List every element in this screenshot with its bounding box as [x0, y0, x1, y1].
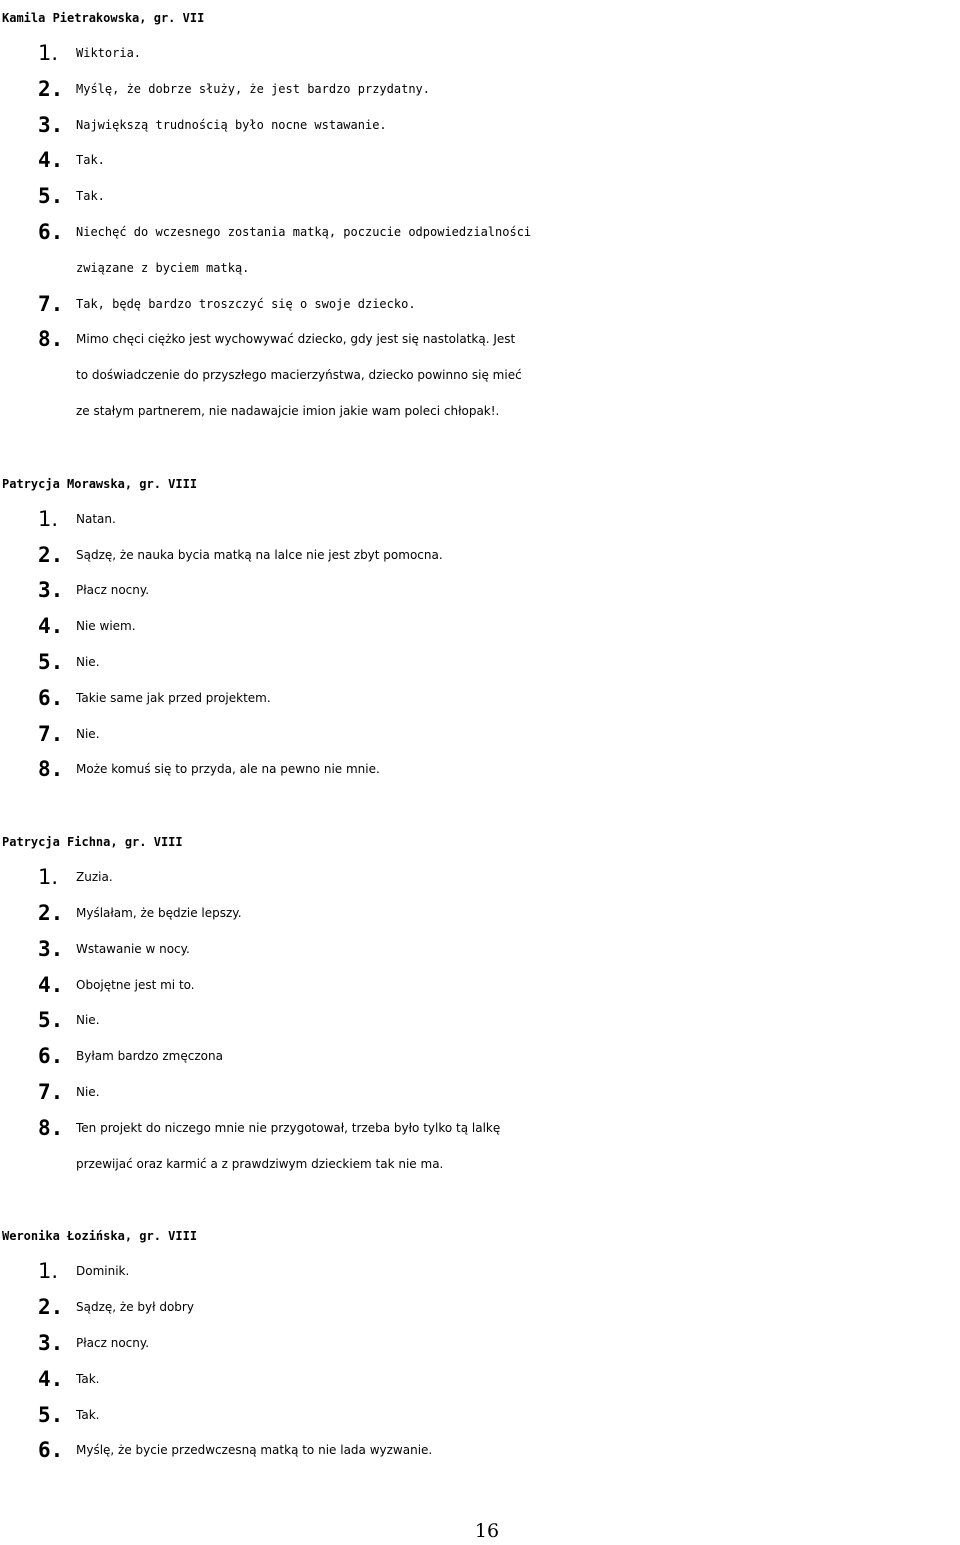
answer-item [0, 932, 960, 968]
answer-item [0, 1254, 960, 1290]
answer-number: 3. [38, 936, 64, 961]
answer-number: 1. [38, 1259, 59, 1284]
answer-number: 6. [38, 685, 64, 710]
answer-number: 4. [38, 972, 64, 997]
answer-number: 6. [38, 1438, 64, 1463]
section-patrycja-fichna [0, 824, 960, 1182]
section-heading: Patrycja Morawska, gr. VIII [2, 476, 198, 491]
answer-item [0, 717, 960, 753]
page-number: 16 [474, 1520, 500, 1542]
answer-item [0, 1326, 960, 1362]
answer-text-continued: przewijać oraz karmić a z prawdziwym dzieckiem tak nie ma. [76, 1156, 444, 1171]
answer-item [0, 896, 960, 932]
answer-item [0, 1290, 960, 1326]
answer-list [0, 502, 960, 788]
answer-item [0, 681, 960, 717]
answer-text: Sądzę, że był dobry [76, 1300, 194, 1315]
answer-number: 5. [38, 1402, 64, 1427]
answer-text: Myślę, że dobrze służy, że jest bardzo przydatny. [76, 81, 431, 96]
answer-item [0, 1398, 960, 1434]
answer-text: Tak, będę bardzo troszczyć się o swoje dziecko. [76, 296, 416, 311]
section-heading: Kamila Pietrakowska, gr. VII [2, 11, 205, 25]
answer-number: 6. [38, 219, 64, 244]
answer-text-continued: to doświadczenie do przyszłego macierzyństwa, dziecko powinno się mieć [76, 368, 522, 383]
answer-text: Wstawanie w nocy. [76, 941, 190, 956]
answer-text: Natan. [76, 511, 116, 526]
answer-text: Nie. [76, 726, 100, 741]
answer-number: 1. [38, 41, 59, 65]
answer-number: 4. [38, 614, 64, 639]
answer-list [0, 1254, 960, 1469]
answer-text: Obojętne jest mi to. [76, 977, 195, 992]
answer-item [0, 215, 960, 287]
answer-item [0, 968, 960, 1004]
answer-number: 1. [38, 865, 59, 890]
answer-text: Myślę, że bycie przedwczesną matką to nie lada wyzwanie. [76, 1443, 433, 1458]
answer-number: 2. [38, 542, 64, 567]
answer-text: Niechęć do wczesnego zostania matką, poczucie odpowiedzialności [76, 224, 532, 239]
answer-text: Tak. [76, 189, 105, 204]
answer-list [0, 36, 960, 430]
answer-text: Myślałam, że będzie lepszy. [76, 905, 242, 920]
answer-item [0, 502, 960, 538]
section-heading: Patrycja Fichna, gr. VIII [2, 835, 183, 850]
answer-text-continued: związane z byciem matką. [76, 260, 250, 275]
section-heading: Weronika Łozińska, gr. VIII [2, 1229, 198, 1244]
answer-item [0, 573, 960, 609]
answer-number: 7. [38, 1079, 64, 1104]
section-patrycja-morawska [0, 466, 960, 788]
answer-item [0, 645, 960, 681]
answer-item [0, 1111, 960, 1183]
answer-text: Największą trudnością było nocne wstawanie. [76, 117, 387, 132]
answer-number: 3. [38, 578, 64, 603]
answer-text: Mimo chęci ciężko jest wychowywać dziecko, gdy jest się nastolatką. Jest [76, 332, 516, 347]
answer-number: 2. [38, 76, 64, 101]
answer-number: 2. [38, 1295, 64, 1320]
answer-number: 8. [38, 327, 64, 352]
answer-item [0, 72, 960, 108]
answer-item [0, 143, 960, 179]
answer-text: Nie. [76, 1013, 100, 1028]
answer-text: Nie. [76, 1084, 100, 1099]
answer-number: 5. [38, 649, 64, 674]
answer-text: Dominik. [76, 1264, 130, 1279]
answer-text-continued: ze stałym partnerem, nie nadawajcie imion jakie wam poleci chłopak!. [76, 403, 500, 418]
answer-item [0, 1362, 960, 1398]
answer-item [0, 1039, 960, 1075]
answer-number: 5. [38, 1008, 64, 1033]
answer-text: Byłam bardzo zmęczona [76, 1049, 223, 1064]
answer-item [0, 752, 960, 788]
answer-text: Nie wiem. [76, 619, 136, 634]
answer-number: 1. [38, 506, 59, 531]
answer-item [0, 538, 960, 574]
answer-text: Wiktoria. [76, 46, 142, 60]
answer-text: Może komuś się to przyda, ale na pewno nie mnie. [76, 762, 380, 777]
answer-number: 5. [38, 184, 64, 209]
answer-list [0, 860, 960, 1182]
answer-item [0, 36, 960, 72]
section-spacer [0, 430, 960, 466]
answer-text: Nie. [76, 654, 100, 669]
answer-number: 3. [38, 1330, 64, 1355]
answer-number: 6. [38, 1044, 64, 1069]
answer-number: 7. [38, 721, 64, 746]
answer-item [0, 287, 960, 323]
answer-item [0, 1433, 960, 1469]
answer-item [0, 1075, 960, 1111]
answer-text: Ten projekt do niczego mnie nie przygotował, trzeba było tylko tą lalkę [76, 1120, 501, 1135]
answer-text: Tak. [76, 153, 105, 168]
answer-number: 8. [38, 757, 64, 782]
answer-item [0, 179, 960, 215]
answer-number: 3. [38, 112, 64, 137]
answer-number: 2. [38, 900, 64, 925]
answer-text: Płacz nocny. [76, 583, 150, 598]
section-spacer [0, 788, 960, 824]
answer-text: Tak. [76, 1407, 100, 1422]
answer-item [0, 322, 960, 429]
section-kamila [0, 0, 960, 430]
answer-text: Zuzia. [76, 870, 113, 885]
answer-text: Płacz nocny. [76, 1335, 150, 1350]
answer-item [0, 108, 960, 144]
answer-item [0, 1003, 960, 1039]
answer-number: 4. [38, 1366, 64, 1391]
answer-item [0, 860, 960, 896]
section-spacer [0, 1182, 960, 1218]
answer-number: 8. [38, 1115, 64, 1140]
answer-number: 4. [38, 148, 64, 173]
answer-text: Tak. [76, 1371, 100, 1386]
answer-item [0, 609, 960, 645]
answer-text: Sądzę, że nauka bycia matką na lalce nie jest zbyt pomocna. [76, 547, 443, 562]
answer-number: 7. [38, 291, 64, 316]
answer-text: Takie same jak przed projektem. [76, 690, 271, 705]
section-weronika [0, 1218, 960, 1469]
